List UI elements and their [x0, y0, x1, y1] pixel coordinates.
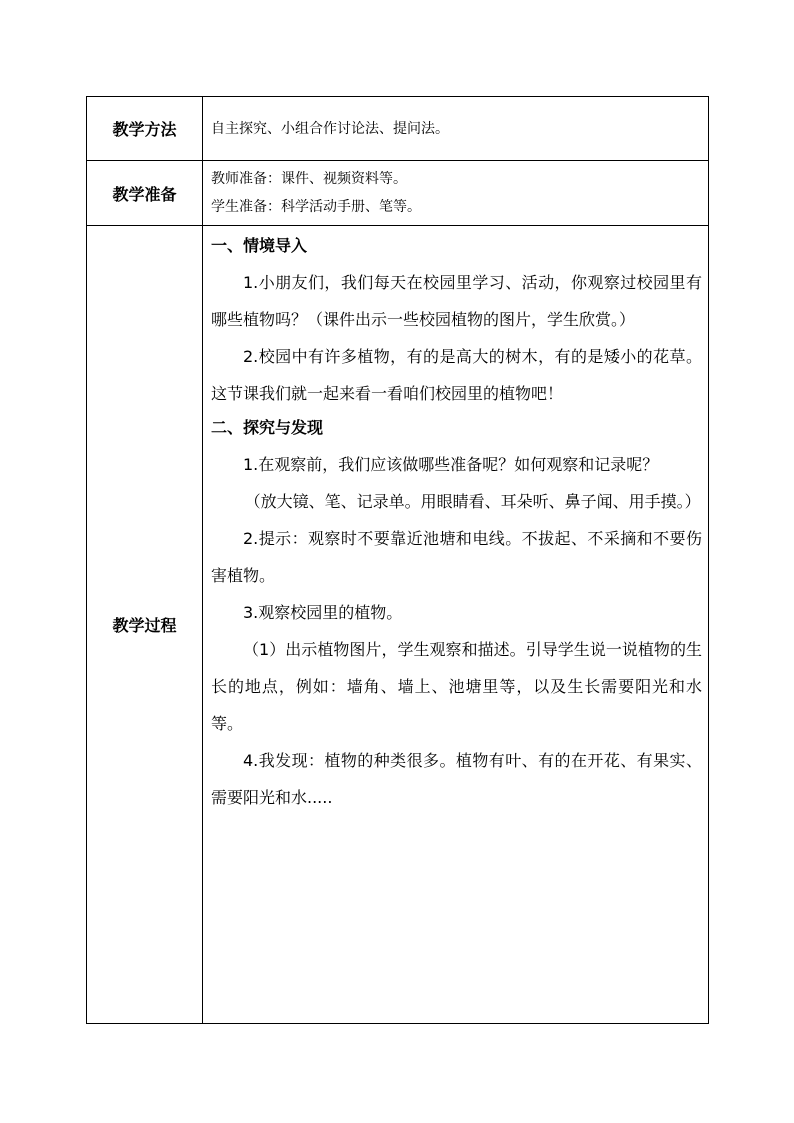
table-row-method	[87, 97, 709, 161]
explore-paragraph-2: （放大镜、笔、记录单。用眼睛看、耳朵听、鼻子闻、用手摸。）	[244, 492, 701, 511]
explore-paragraph-6: 4.我发现：植物的种类很多。植物有叶、有的在开花、有果实、需要阳光和水.....	[211, 751, 702, 807]
row-label-method: 教学方法	[87, 97, 203, 161]
row-label-process: 教学过程	[87, 226, 203, 1024]
table-row-process	[87, 226, 709, 1024]
row-label-preparation: 教学准备	[87, 161, 203, 226]
section-heading-explore: 二、探究与发现	[211, 418, 324, 437]
intro-paragraph-1: 1.小朋友们，我们每天在校园里学习、活动，你观察过校园里有哪些植物吗？（课件出示一些校园植物的图片，学生欣赏。）	[211, 273, 702, 329]
teacher-prep-text: 教师准备：课件、视频资料等。	[211, 171, 407, 187]
explore-paragraph-4: 3.观察校园里的植物。	[243, 603, 403, 622]
row-content-process	[203, 226, 709, 1024]
table-row-preparation	[87, 161, 709, 226]
explore-paragraph-3: 2.提示：观察时不要靠近池塘和电线。不拔起、不采摘和不要伤害植物。	[211, 529, 702, 585]
intro-paragraph-2: 2.校园中有许多植物，有的是高大的树木，有的是矮小的花草。这节课我们就一起来看一看咱们校园里的植物吧！	[211, 347, 702, 403]
explore-paragraph-5: （1）出示植物图片，学生观察和描述。引导学生说一说植物的生长的地点，例如：墙角、墙上、池塘里等，以及生长需要阳光和水等。	[211, 640, 702, 733]
lesson-plan-table	[86, 96, 709, 1024]
student-prep-text: 学生准备：科学活动手册、笔等。	[211, 199, 421, 215]
section-heading-intro: 一、情境导入	[211, 236, 308, 255]
method-text: 自主探究、小组合作讨论法、提问法。	[211, 120, 449, 137]
row-content-method	[203, 97, 709, 161]
explore-paragraph-1: 1.在观察前，我们应该做哪些准备呢？如何观察和记录呢？	[243, 455, 659, 474]
row-content-preparation	[203, 161, 709, 226]
